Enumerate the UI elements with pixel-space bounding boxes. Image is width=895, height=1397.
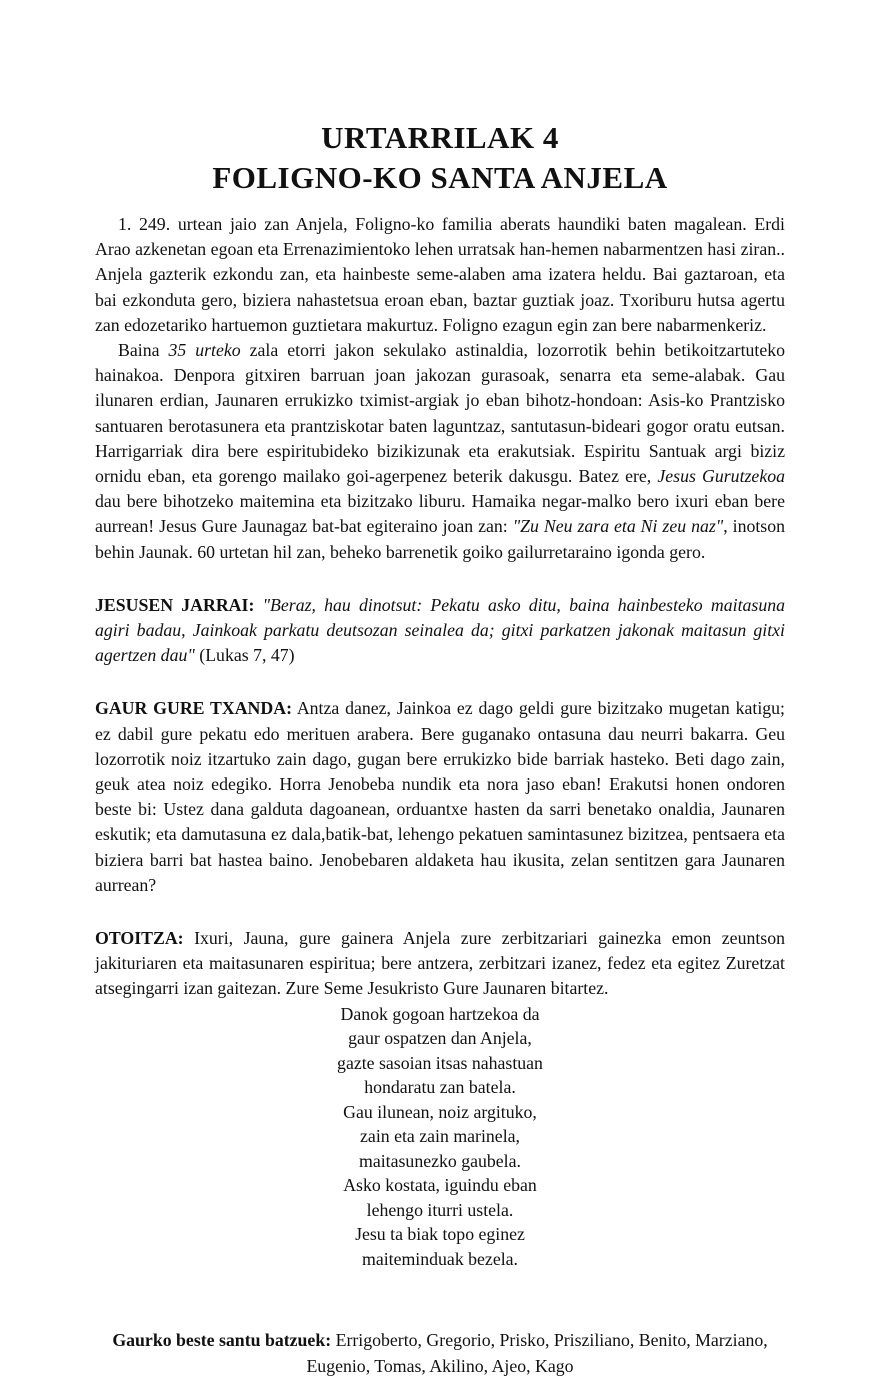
otoitza-label: OTOITZA: (95, 928, 184, 949)
jesusen-quote: "Beraz, hau dinotsut: Pekatu asko ditu, baina hainbesteko maitasuna agiri badau, Jainkoak parkatu deutsozan seinalea da; gitxi parkatzen jakonak maitasun gitxi agertzen dau" (95, 594, 785, 666)
saint-heading: FOLIGNO-KO SANTA ANJELA (212, 160, 668, 195)
poem-line: gaur ospatzen dan Anjela, (348, 1028, 532, 1049)
bio-text: Baina (118, 340, 169, 361)
other-saints-list: Errigoberto, Gregorio, Prisko, Prisziliano, Benito, Marziano, Eugenio, Tomas, Akilino, Ajeo, Kago (306, 1330, 768, 1377)
bio-text: , inotson behin Jaunak. 60 urtetan hil zan, beheko barrenetik goiko gailurretaraino igonda gero. (95, 516, 785, 562)
jesusen-reference: (Lukas 7, 47) (194, 645, 295, 666)
poem-line: zain eta zain marinela, (360, 1126, 520, 1147)
poem-line: Gau ilunean, noiz argituko, (343, 1101, 537, 1122)
date-heading: URTARRILAK 4 (321, 120, 559, 155)
bio-emphasis-quote: "Zu Neu zara eta Ni zeu naz" (512, 516, 724, 537)
bio-text: zala etorri jakon sekulako astinaldia, lozorrotik behin betikoitzartuteko hainakoa. Denpora gitxiren barruan joan jakozan gurasoak, senarra eta seme-alabak. Gau ilunaren erdian, Jaunaren errukizko tximist-argiak jo eban bihotz-hondoan: Asis-ko Prantzisko santuaren berotasunera eta prantziskotar baten laguntzaz, santutasun-bideari gogor oratu eutsan. Harrigarriak dira bere espiritubideko bizikizunak eta erakutsiak. Espiritu Santuak argi biziz ornidu eban, eta gorengo mailako goi-agerpenez beterik dakusgu. Batez ere, (95, 340, 786, 487)
poem-line: maitasunezko gaubela. (359, 1150, 521, 1171)
poem-line: hondaratu zan batela. (364, 1077, 516, 1098)
poem-line: Asko kostata, iguindu eban (343, 1175, 537, 1196)
poem-line: Jesu ta biak topo eginez (355, 1224, 525, 1245)
otoitza-text: Ixuri, Jauna, gure gainera Anjela zure zerbitzariari gainezka emon zeuntson jakituriaren eta maitasunaren espiritua; bere antzera, zerbitzari izanez, fedez eta egitez Zuretzat atsegingarri izan gaitezan. Zure Seme Jesukristo Gure Jaunaren bitartez. (95, 928, 785, 999)
gaur-label: GAUR GURE TXANDA: (95, 698, 292, 719)
poem (95, 1002, 785, 1272)
bio-text: dau bere bihotzeko maitemina eta bizitzako liburu. Hamaika negar-malko bero ixuri eban bere aurrean! Jesus Gure Jaunagaz bat-bat egiteraino joan zan: (95, 491, 785, 537)
bio-paragraph-2 (95, 338, 785, 565)
other-saints (95, 1327, 785, 1379)
poem-line: gazte sasoian itsas nahastuan (337, 1052, 543, 1073)
jesusen-section (95, 593, 785, 669)
page-content (95, 118, 785, 1397)
poem-line: Danok gogoan hartzekoa da (340, 1003, 540, 1024)
jesusen-label: JESUSEN JARRAI: (95, 594, 255, 615)
poem-line: maiteminduak bezela. (361, 1248, 518, 1269)
bio-emphasis-cross: Jesus Gurutzekoa (657, 466, 785, 487)
bio-emphasis-age: 35 urteko (168, 340, 241, 361)
poem-line: lehengo iturri ustela. (366, 1199, 514, 1220)
bio-paragraph-1: 1. 249. urtean jaio zan Anjela, Foligno-ko familia aberats haundiki baten magalean. Erdi Arao azkenetan egoan eta Errenazimientoko lehen urratsak han-hemen nabarmentzen hasi ziran.. Anjela gazterik ezkondu zan, eta hainbeste seme-alaben ama izatera heldu. Bai gaztaroan, eta bai ezkonduta gero, biziera nahastetsua eroan eban, baztar guztiak joaz. Txoriburu hutsa agertu zan edozetariko hartuemon guztietara makurtuz. Foligno ezagun egin zan bere nabarmenkeriz. (95, 214, 785, 335)
gaur-text: Antza danez, Jainkoa ez dago geldi gure bizitzako mugetan katigu; ez dabil gure pekatu edo merituen arabera. Bere guganako ontasuna dau neurri bakarra. Geu lozorrotik noiz itzartuko zain dago, gugan bere errukizko bide barriak hasteko. Beti dago zain, geuk atea noiz edegiko. Horra Jenobeba nundik eta nora jaso eban! Erakutsi honen ondoren beste bi: Ustez dana galduta dagoanean, orduantxe hasten da sarri benetako onaldia, Jaunaren eskutik; eta damutasuna ez dala,batik-bat, lehengo pekatuen samintasunez bizitzea, pentsaera eta biziera barri bat hastea baino. Jenobebaren aldaketa hau ikusita, zelan sentitzen gara Jaunaren aurrean? (95, 698, 785, 895)
other-saints-label: Gaurko beste santu batzuek: (112, 1330, 332, 1351)
otoitza-section (95, 926, 785, 1002)
gaur-section (95, 696, 785, 898)
